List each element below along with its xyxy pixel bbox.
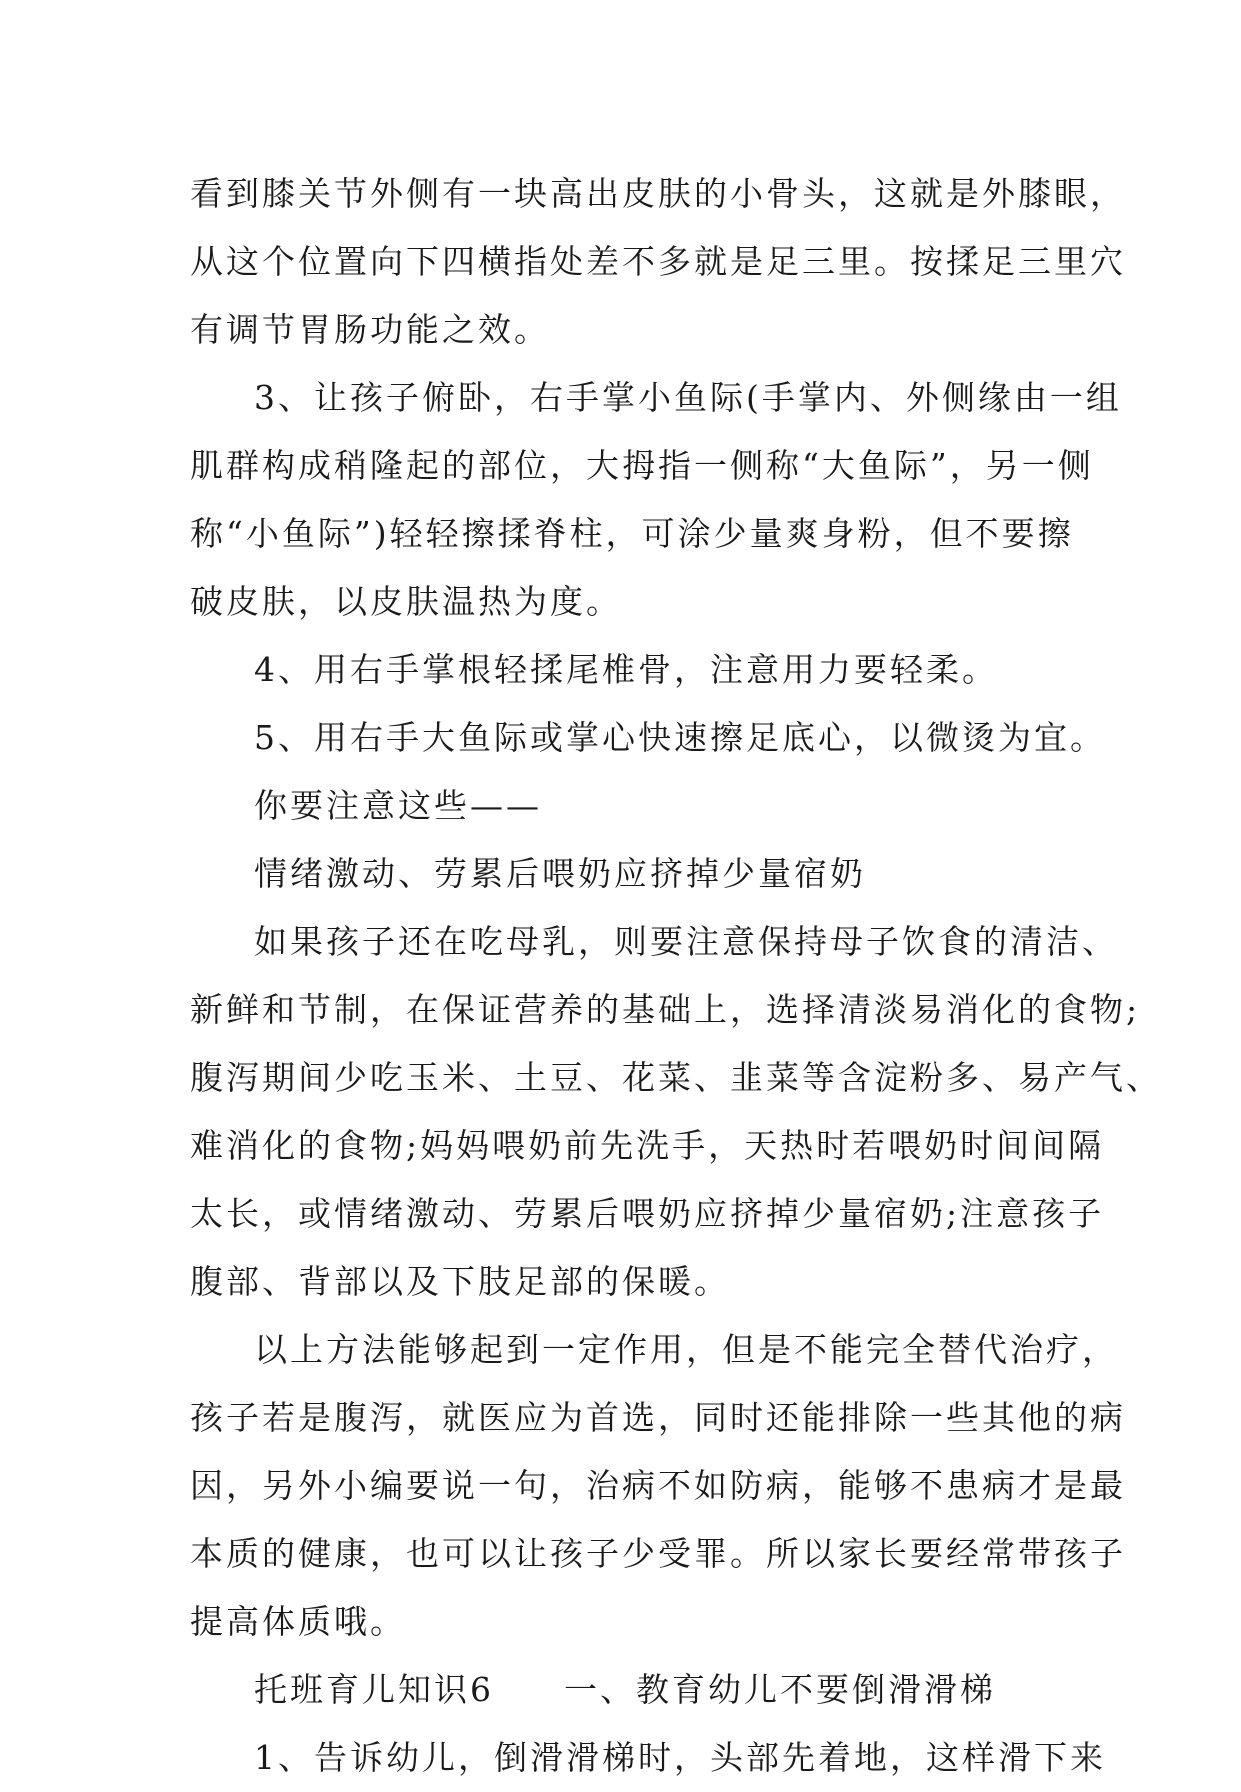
text-line: 腹泻期间少吃玉米、土豆、花菜、韭菜等含淀粉多、易产气、 bbox=[190, 1058, 1162, 1097]
section-subtitle: 一、教育幼儿不要倒滑滑梯 bbox=[564, 1670, 996, 1709]
text-line: 4、用右手掌根轻揉尾椎骨，注意用力要轻柔。 bbox=[254, 650, 998, 689]
text-line: 3、让孩子俯卧，右手掌小鱼际(手掌内、外侧缘由一组 bbox=[254, 378, 1122, 417]
text-line: 看到膝关节外侧有一块高出皮肤的小骨头，这就是外膝眼， bbox=[190, 174, 1126, 213]
text-line: 提高体质哦。 bbox=[190, 1602, 406, 1641]
text-line: 如果孩子还在吃母乳，则要注意保持母子饮食的清洁、 bbox=[254, 922, 1118, 961]
text-line: 难消化的食物;妈妈喂奶前先洗手，天热时若喂奶时间间隔 bbox=[190, 1126, 1105, 1165]
text-line: 你要注意这些—— bbox=[254, 786, 542, 825]
text-line: 腹部、背部以及下肢足部的保暖。 bbox=[190, 1262, 730, 1301]
text-line: 本质的健康，也可以让孩子少受罪。所以家长要经常带孩子 bbox=[190, 1534, 1126, 1573]
text-line: 从这个位置向下四横指处差不多就是足三里。按揉足三里穴 bbox=[190, 242, 1126, 281]
paragraph bbox=[190, 1316, 1126, 1656]
paragraph bbox=[190, 704, 1106, 772]
section-heading bbox=[190, 1656, 1050, 1724]
text-line: 情绪激动、劳累后喂奶应挤掉少量宿奶 bbox=[254, 854, 866, 893]
text-line: 孩子若是腹泻，就医应为首选，同时还能排除一些其他的病 bbox=[190, 1398, 1126, 1437]
text-line: 1、告诉幼儿，倒滑滑梯时，头部先着地，这样滑下来 bbox=[254, 1738, 1106, 1777]
section-title: 托班育儿知识6 bbox=[254, 1670, 494, 1709]
text-line: 肌群构成稍隆起的部位，大拇指一侧称“大鱼际”，另一侧 bbox=[190, 446, 1094, 485]
paragraph bbox=[190, 772, 1050, 840]
document-page bbox=[190, 160, 1162, 1792]
text-line: 太长，或情绪激动、劳累后喂奶应挤掉少量宿奶;注意孩子 bbox=[190, 1194, 1105, 1233]
paragraph bbox=[190, 160, 1126, 364]
paragraph bbox=[190, 840, 1050, 908]
text-line: 以上方法能够起到一定作用，但是不能完全替代治疗， bbox=[254, 1330, 1118, 1369]
text-line: 破皮肤，以皮肤温热为度。 bbox=[190, 582, 622, 621]
text-line: 称“小鱼际”)轻轻擦揉脊柱，可涂少量爽身粉，但不要擦 bbox=[190, 514, 1074, 553]
paragraph bbox=[190, 364, 1122, 636]
text-line: 有调节胃肠功能之效。 bbox=[190, 310, 550, 349]
text-line: 5、用右手大鱼际或掌心快速擦足底心，以微烫为宜。 bbox=[254, 718, 1106, 757]
paragraph bbox=[190, 636, 1050, 704]
text-line: 新鲜和节制，在保证营养的基础上，选择清淡易消化的食物; bbox=[190, 990, 1141, 1029]
text-line: 因，另外小编要说一句，治病不如防病，能够不患病才是最 bbox=[190, 1466, 1126, 1505]
paragraph bbox=[190, 908, 1162, 1316]
paragraph bbox=[190, 1724, 1106, 1792]
